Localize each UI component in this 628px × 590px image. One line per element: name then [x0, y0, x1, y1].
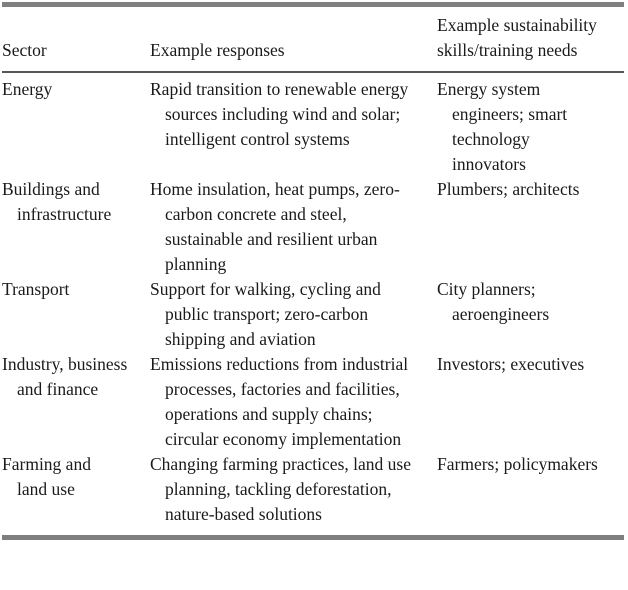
table-row	[2, 277, 624, 352]
responses-cell	[150, 352, 437, 452]
sector-cell	[2, 352, 150, 452]
sector-text: Energy	[2, 79, 53, 99]
responses-cell	[150, 277, 437, 352]
sector-text: Buildings and infrastructure	[2, 179, 112, 224]
header-sector-label: Sector	[2, 40, 47, 60]
header-sector	[2, 7, 150, 71]
skills-cell	[437, 177, 624, 277]
sector-text: Transport	[2, 279, 70, 299]
sustainability-skills-table	[2, 2, 624, 540]
responses-text: Emissions reductions from industrial processes, factories and facilities, operations and supply chains; circular economy implementation	[150, 354, 409, 449]
sector-cell	[2, 452, 150, 527]
sector-cell	[2, 177, 150, 277]
responses-text: Home insulation, heat pumps, zero-carbon concrete and steel, sustainable and resilient urban planning	[150, 179, 400, 274]
responses-text: Support for walking, cycling and public transport; zero-carbon shipping and aviation	[150, 279, 381, 349]
bottom-rule	[2, 535, 624, 540]
table-row	[2, 452, 624, 527]
table-row	[2, 352, 624, 452]
header-row	[2, 7, 624, 71]
table-row	[2, 177, 624, 277]
skills-text: Investors; executives	[437, 354, 585, 374]
sector-text: Farming and land use	[2, 454, 91, 499]
responses-cell	[150, 177, 437, 277]
responses-text: Changing farming practices, land use planning, tackling deforestation, nature-based solutions	[150, 454, 411, 524]
header-responses-label: Example responses	[150, 40, 285, 60]
skills-cell	[437, 452, 624, 527]
table-row	[2, 73, 624, 177]
responses-text: Rapid transition to renewable energy sources including wind and solar; intelligent control systems	[150, 79, 409, 149]
responses-cell	[150, 73, 437, 177]
sector-cell	[2, 277, 150, 352]
sector-text: Industry, business and finance	[2, 354, 128, 399]
skills-text: Energy system engineers; smart technology innovators	[437, 79, 568, 174]
header-skills-label: Example sustainability skills/training needs	[437, 15, 597, 60]
skills-cell	[437, 277, 624, 352]
header-responses	[150, 7, 437, 71]
skills-text: City planners; aeroengineers	[437, 279, 550, 324]
sector-cell	[2, 73, 150, 177]
skills-cell	[437, 73, 624, 177]
responses-cell	[150, 452, 437, 527]
header-skills	[437, 7, 624, 71]
skills-cell	[437, 352, 624, 452]
skills-text: Plumbers; architects	[437, 179, 580, 199]
data-table	[2, 7, 624, 535]
skills-text: Farmers; policymakers	[437, 454, 598, 474]
